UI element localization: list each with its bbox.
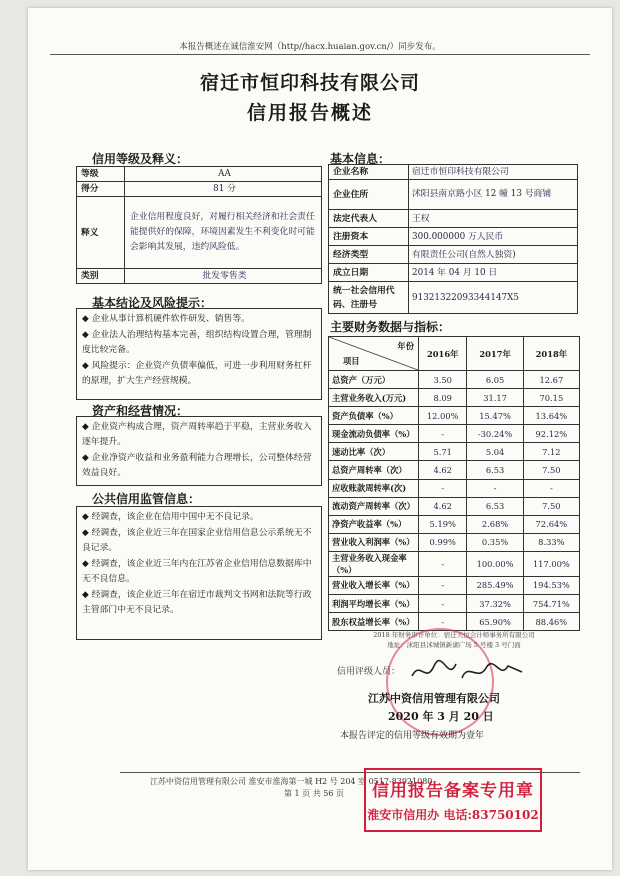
table-row: 速动比率（次） 5.71 5.04 7.12 [329,443,580,461]
table-row: 流动资产周转率（次） 4.62 6.53 7.50 [329,497,580,515]
credit-rating-heading: 信用等级及释义： [92,152,189,166]
score-value: 81 分 [125,182,322,197]
assets-heading: 资产和经营情况： [92,404,189,418]
assets-box [76,416,322,486]
address-value: 沭阳县南京路小区 12 幢 13 号商铺 [409,180,578,210]
address-label: 企业住所 [329,180,409,210]
footer-contact: 江苏中资信用管理有限公司 淮安市淮海第一城 H2 号 204 室 0517-83921080 [150,777,433,786]
corner-year-label: 年份 [397,341,414,351]
table-row: 现金流动负债率（%） - -30.24% 92.12% [329,425,580,443]
table-row: 股东权益增长率（%） - 65.90% 88.46% [329,613,580,631]
list-item: ◆ 经调查，该企业在信用中国中无不良记录。 [82,512,259,522]
table-row: 应收账款周转率(次) - - - [329,479,580,497]
rating-value: AA [125,167,322,182]
founded-label: 成立日期 [329,264,409,282]
capital-value: 300.000000 万人民币 [409,228,578,246]
credit-rating-table [76,166,322,284]
table-row: 营业收入增长率（%） - 285.49% 194.53% [329,576,580,594]
corner-item-label: 项目 [343,356,360,366]
audit-note: 2018 年财务审计单位：宿迁天恒会计师事务所有限公司 [373,631,535,639]
basic-info-heading: 基本信息： [330,152,391,166]
credit-code-label: 统一社会信用代码、注册号 [329,282,409,314]
header-divider [50,54,590,55]
economic-type-label: 经济类型 [329,246,409,264]
rating-label: 等级 [77,167,125,182]
report-title-overview: 信用报告概述 [246,102,373,124]
financial-corner-cell [329,337,419,371]
table-row: 总资产（万元） 3.50 6.05 12.67 [329,371,580,389]
table-row: 总资产周转率（次） 4.62 6.53 7.50 [329,461,580,479]
category-label: 类别 [77,269,125,284]
list-item: ◆ 企业资产构成合理，资产周转率趋于平稳，主营业务收入逐年提升。 [82,422,312,447]
handwritten-signature [408,654,528,688]
capital-label: 注册资本 [329,228,409,246]
page-number: 第 1 页 共 56 页 [284,789,344,798]
conclusion-heading: 基本结论及风险提示： [92,296,213,310]
issue-date: 2020 年 3 月 20 日 [388,710,494,723]
credit-code-value: 91321322093344147X5 [409,282,578,314]
table-row: 营业收入利润率（%） 0.99% 0.35% 8.33% [329,533,580,551]
economic-type-value: 有限责任公司(自然人独资) [409,246,578,264]
company-name-label: 企业名称 [329,165,409,180]
category-value: 批发零售类 [125,269,322,284]
year-header: 2016年 [419,337,467,371]
supervision-heading: 公共信用监管信息： [92,492,201,506]
issuer-company: 江苏中资信用管理有限公司 [368,692,500,705]
table-row: 净资产收益率（%） 5.19% 2.68% 72.64% [329,515,580,533]
list-item: ◆ 企业净资产收益和业务盈利能力合理增长，公司整体经营效益良好。 [82,453,312,478]
audit-address-note: 地址：沭阳县沭城镇新湖广场 5 号楼 3 号门面 [387,641,521,649]
conclusion-box [76,308,322,400]
score-label: 得分 [77,182,125,197]
financial-table [328,336,580,631]
stamp-title: 信用报告备案专用章 [372,781,534,801]
year-header: 2017年 [467,337,523,371]
founded-value: 2014 年 04 月 10 日 [409,264,578,282]
meaning-value: 企业信用程度良好，对履行相关经济和社会责任能提供好的保障，环境因素发生不利变化时可能会影响其发展，违约风险低。 [125,197,322,269]
table-row: 资产负债率（%） 12.00% 15.47% 13.64% [329,407,580,425]
table-row: 主营业务收入现金率（%） - 100.00% 117.00% [329,551,580,576]
list-item: ◆ 企业法人治理结构基本完善，组织结构设置合理，管理制度比较完备。 [82,330,312,355]
list-item: ◆ 企业从事计算机硬件软件研发、销售等。 [82,314,250,324]
filing-stamp [364,768,542,832]
stamp-contact: 淮安市信用办 电话:83750102 [367,808,539,822]
list-item: ◆ 经调查，该企业近三年内在江苏省企业信用信息数据库中无不良信息。 [82,559,312,584]
financial-heading: 主要财务数据与指标： [330,320,451,334]
basic-info-table [328,164,578,314]
list-item: ◆ 经调查，该企业近三年在宿迁市裁判文书网和法院等行政主管部门中无不良记录。 [82,590,312,615]
validity-note: 本报告评定的信用等级有效期为壹年 [340,731,485,741]
company-name-value: 宿迁市恒印科技有限公司 [409,165,578,180]
legal-rep-label: 法定代表人 [329,210,409,228]
meaning-label: 释义 [77,197,125,269]
year-header: 2018年 [523,337,579,371]
list-item: ◆ 经调查，该企业近三年在国家企业信用信息公示系统无不良记录。 [82,528,312,553]
rater-label: 信用评级人员： [337,667,401,677]
legal-rep-value: 王权 [409,210,578,228]
table-row: 主营业务收入(万元) 8.09 31.17 70.15 [329,389,580,407]
supervision-box [76,506,322,640]
report-title-company: 宿迁市恒印科技有限公司 [199,72,420,94]
table-row: 利润平均增长率（%） - 37.32% 754.71% [329,595,580,613]
list-item: ◆ 风险提示：企业资产负债率偏低，可进一步利用财务杠杆的原理，扩大生产经营规模。 [82,361,312,386]
publish-notice: 本报告概述在诚信淮安网（http//hacx.huaian.gov.cn/）同步发布。 [179,42,441,52]
